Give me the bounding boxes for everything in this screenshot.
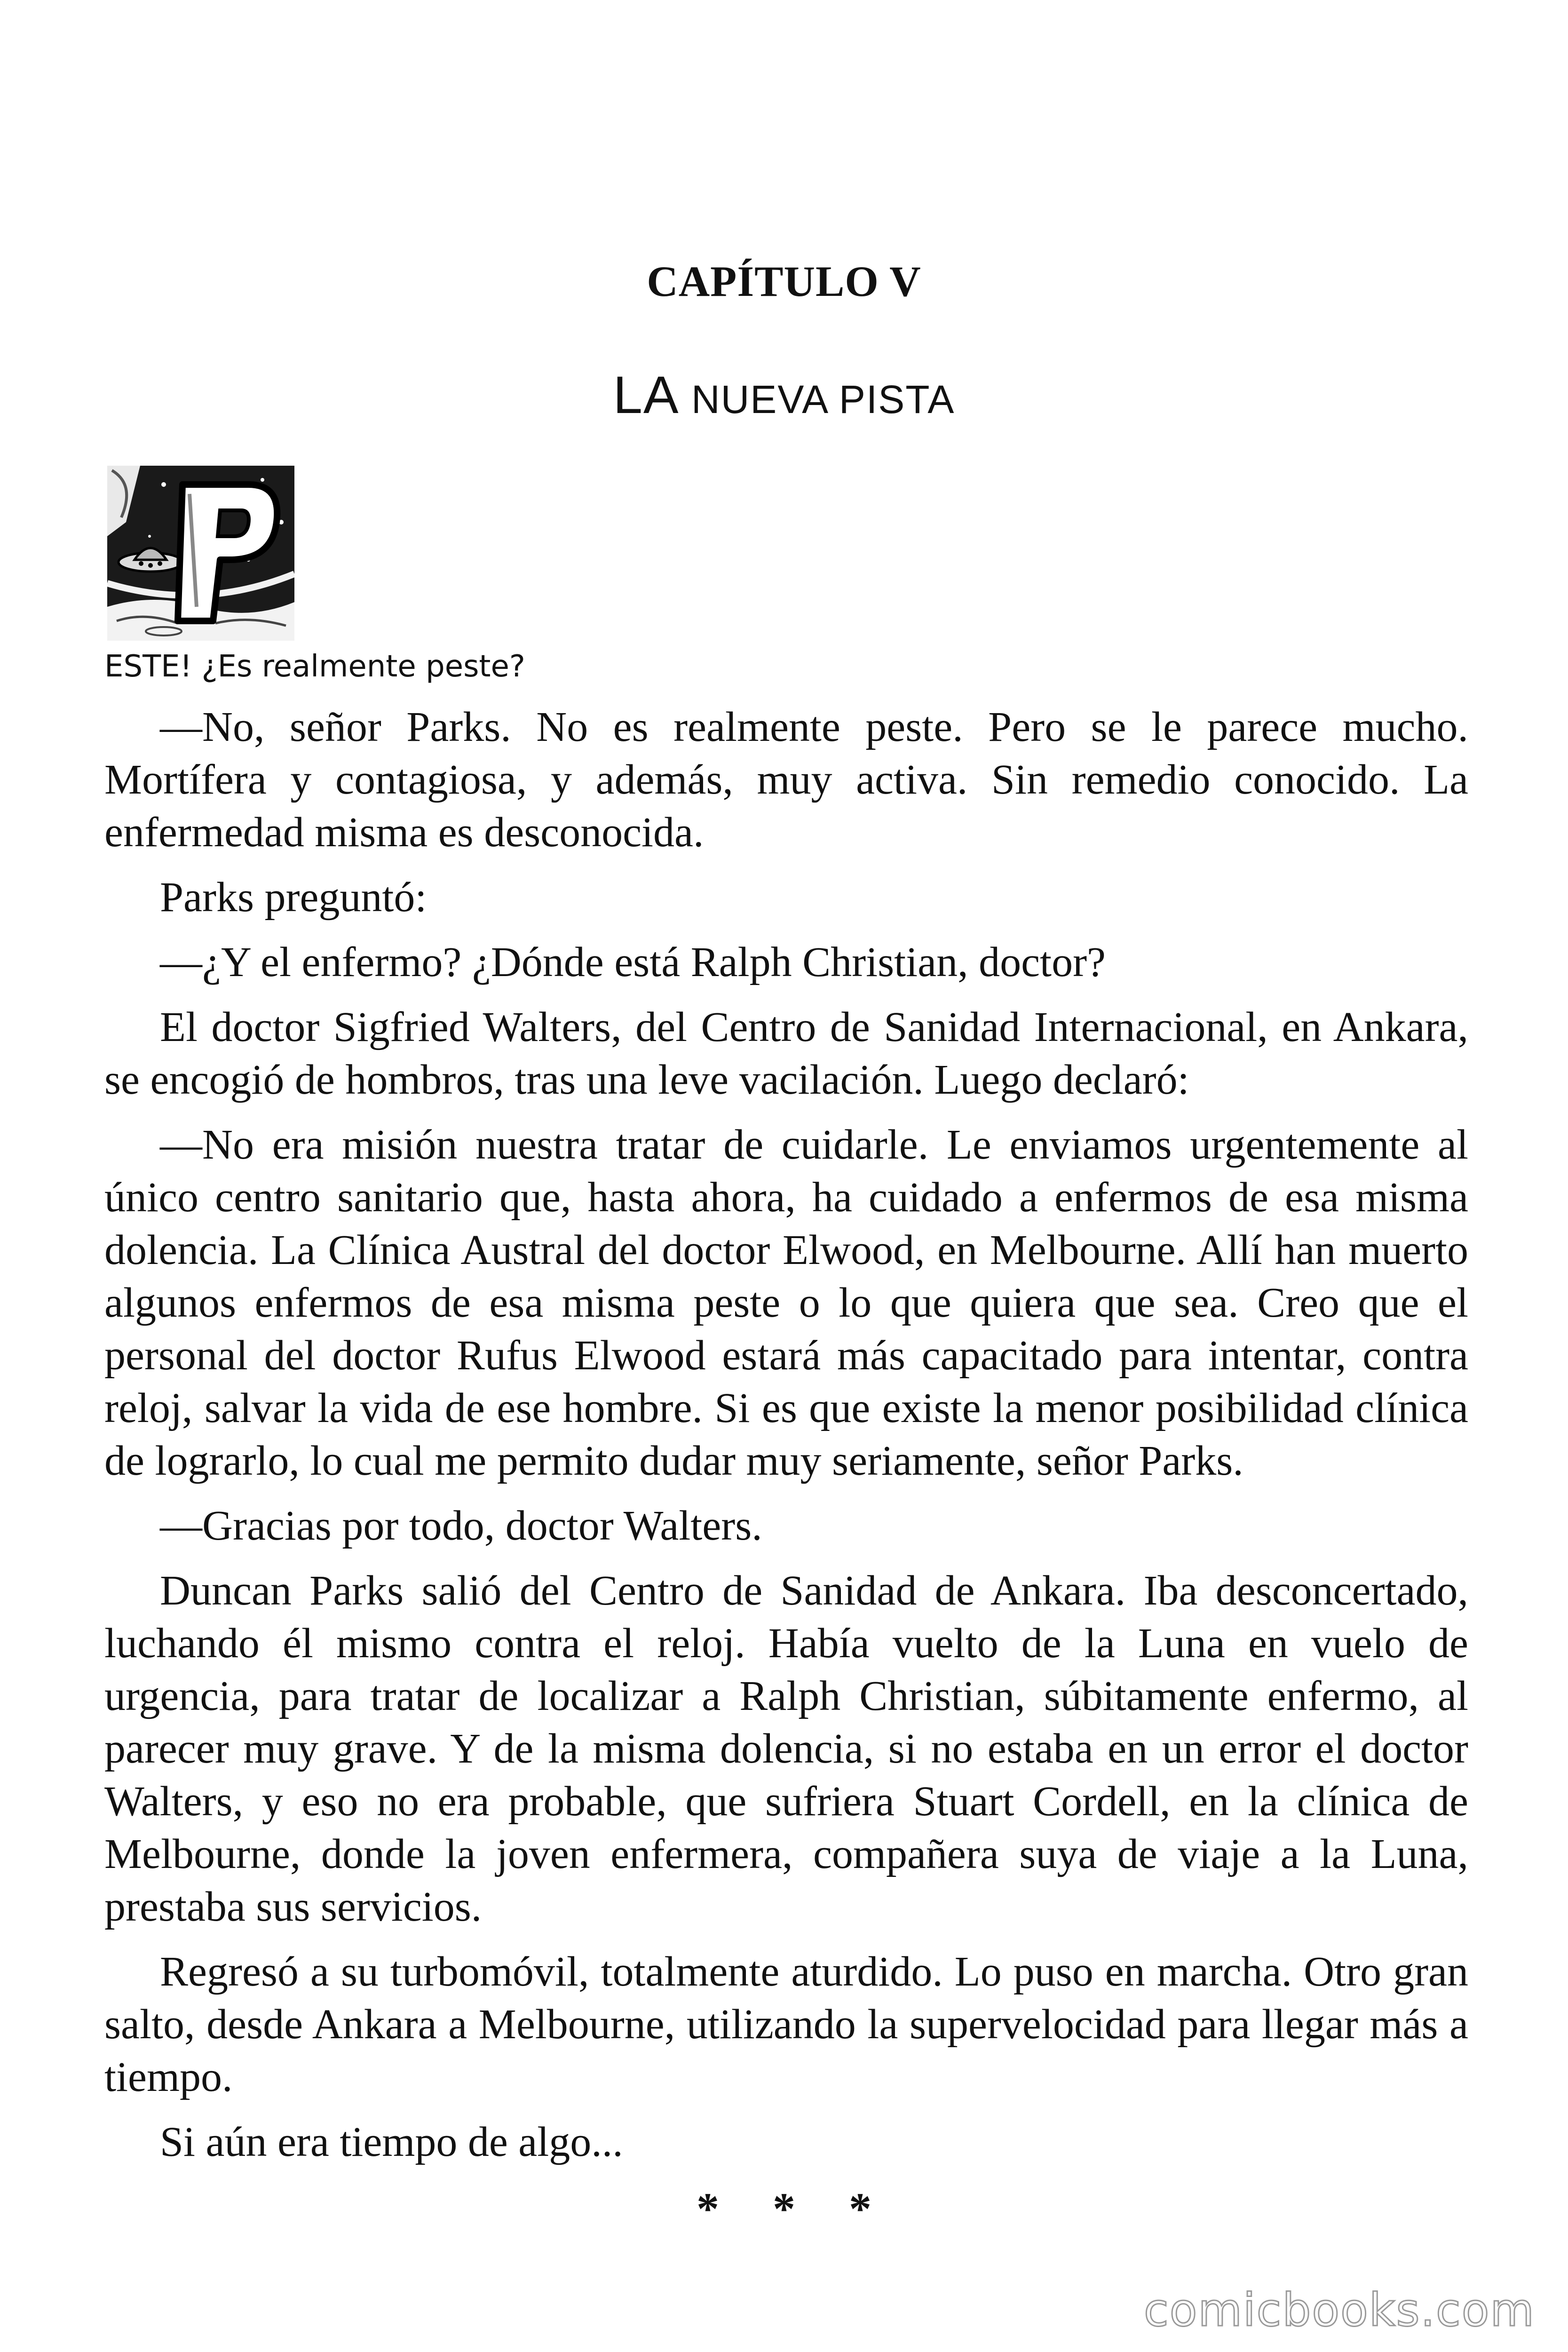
watermark: comicbooks.com <box>1143 2284 1535 2336</box>
section-separator: * * * <box>697 2184 871 2234</box>
paragraph: —No era misión nuestra tratar de cuidarle. Le enviamos urgentemente al único centro sanitario que, hasta ahora, ha cuidado a enfermos de esa misma dolencia. La Clínica Austral del doctor Elwood, en Melbourne. Allí han muerto algunos enfermos de esa misma peste o lo que quiera que sea. Creo que el personal del doctor Rufus Elwood estará más capacitado para intentar, contra reloj, salvar la vida de ese hombre. Si es que existe la menor posibilidad clínica de lograrlo, lo cual me permito dudar muy seriamente, señor Parks. <box>104 1121 1468 1484</box>
chapter-title-rest: NUEVA PISTA <box>691 377 955 421</box>
chapter-title-initial: LA <box>613 366 680 424</box>
paragraph: Duncan Parks salió del Centro de Sanidad de Ankara. Iba desconcertado, luchando él mismo contra el reloj. Había vuelto de la Luna en vuelo de urgencia, para tratar de localizar a Ralph Christian, súbitamente enfermo, al parecer muy grave. Y de la misma dolencia, si no estaba en un error el doctor Walters, y eso no era probable, que sufriera Stuart Cordell, en la clínica de Melbourne, donde la joven enfermera, compañera suya de viaje a la Luna, prestaba sus servicios. <box>104 1567 1468 1930</box>
paragraph: —No, señor Parks. No es realmente peste. Pero se le parece mucho. Mortífera y contagiosa, y además, muy activa. Sin remedio conocido. La enfermedad misma es desconocida. <box>104 704 1468 856</box>
paragraph: Regresó a su turbomóvil, totalmente aturdido. Lo puso en marcha. Otro gran salto, desde Ankara a Melbourne, utilizando la supervelocidad para llegar más a tiempo. <box>104 1948 1468 2100</box>
body-text <box>104 701 1468 2181</box>
paragraph: —Gracias por todo, doctor Walters. <box>160 1502 762 1549</box>
paragraph: Si aún era tiempo de algo... <box>160 2119 623 2165</box>
paragraph: Parks preguntó: <box>160 874 427 921</box>
chapter-title <box>0 365 1568 425</box>
comic-dropcap-icon <box>107 466 294 641</box>
paragraph: —¿Y el enfermo? ¿Dónde está Ralph Christian, doctor? <box>160 939 1106 985</box>
first-line-after-dropcap: ESTE! ¿Es realmente peste? <box>104 649 525 684</box>
chapter-number: CAPÍTULO V <box>647 257 921 305</box>
paragraph: El doctor Sigfried Walters, del Centro de Sanidad Internacional, en Ankara, se encogió de hombros, tras una leve vacilación. Luego declaró: <box>104 1004 1468 1103</box>
